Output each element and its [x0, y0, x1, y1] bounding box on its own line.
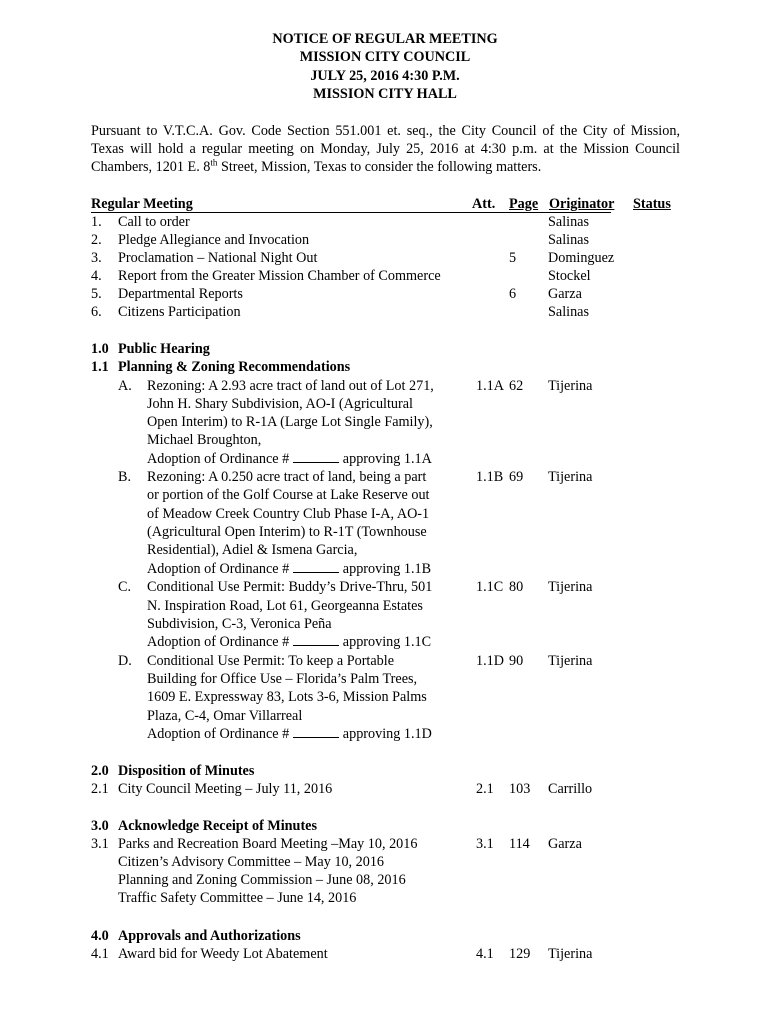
ordinance-blank: [293, 450, 339, 463]
item-originator: Salinas: [548, 304, 589, 320]
item-line: of Meadow Creek Country Club Phase I-A, AO-1: [147, 506, 430, 522]
item-originator: Carrillo: [548, 781, 593, 797]
item-originator: Tijerina: [548, 469, 593, 485]
item-number: 4.: [91, 268, 102, 284]
item-letter: A.: [118, 378, 132, 394]
section-title: Disposition of Minutes: [118, 763, 255, 779]
item-text: Pledge Allegiance and Invocation: [118, 232, 310, 248]
adoption-line: [147, 560, 431, 578]
item-att: 1.1B: [476, 469, 504, 485]
intro-text: Pursuant to V.T.C.A. Gov. Code Section 551.001 et. seq., the City Council of the City of Mission, Texas will hold a regular meeting on Monday, July 25, 2016 at 4:30 p.m. at the Mission Council Chambers, 1201 E. 8: [91, 123, 680, 176]
item-line: Planning and Zoning Commission – June 08, 2016: [118, 872, 406, 888]
adoption-line: [147, 633, 431, 651]
item-page: 6: [509, 286, 517, 302]
item-page: 90: [509, 653, 524, 669]
section-number: 3.0: [91, 818, 109, 834]
item-text: Award bid for Weedy Lot Abatement: [118, 946, 328, 962]
header-council: MISSION CITY COUNCIL: [299, 49, 471, 66]
item-line: Open Interim) to R-1A (Large Lot Single Family),: [147, 414, 433, 430]
header-title: NOTICE OF REGULAR MEETING: [272, 31, 498, 47]
item-number: 3.: [91, 250, 102, 266]
item-letter: C.: [118, 579, 132, 595]
adoption-suffix: approving 1.1A: [342, 451, 432, 467]
item-text: Citizens Participation: [118, 304, 241, 320]
item-number: 4.1: [91, 946, 109, 962]
subsection-title: Planning & Zoning Recommendations: [118, 359, 351, 375]
section-title: Public Hearing: [118, 341, 210, 357]
section-number: 2.0: [91, 763, 109, 779]
item-number: 5.: [91, 286, 102, 302]
item-originator: Garza: [548, 836, 582, 852]
adoption-prefix: Adoption of Ordinance #: [147, 561, 290, 577]
item-number: 3.1: [91, 836, 109, 852]
item-originator: Tijerina: [548, 579, 593, 595]
adoption-prefix: Adoption of Ordinance #: [147, 634, 290, 650]
adoption-prefix: Adoption of Ordinance #: [147, 451, 290, 467]
item-text: Departmental Reports: [118, 286, 243, 302]
item-line: Conditional Use Permit: To keep a Portable: [147, 653, 394, 669]
column-page: Page: [509, 196, 539, 212]
item-att: 1.1C: [476, 579, 504, 595]
intro-superscript: th: [210, 157, 218, 168]
item-line: Citizen’s Advisory Committee – May 10, 2016: [118, 854, 385, 870]
item-att: 4.1: [476, 946, 494, 962]
section-heading-regular: Regular Meeting: [91, 196, 193, 212]
item-line: Parks and Recreation Board Meeting –May 10, 2016: [118, 836, 418, 852]
intro-paragraph: [91, 122, 680, 177]
item-page: 62: [509, 378, 524, 394]
item-page: 80: [509, 579, 524, 595]
item-text: Call to order: [118, 214, 190, 230]
item-originator: Dominguez: [548, 250, 615, 266]
item-att: 2.1: [476, 781, 494, 797]
column-status: Status: [633, 196, 671, 212]
item-originator: Tijerina: [548, 378, 593, 394]
header-location: MISSION CITY HALL: [313, 85, 457, 102]
item-line: Subdivision, C-3, Veronica Peña: [147, 616, 332, 632]
item-originator: Tijerina: [548, 946, 593, 962]
item-letter: B.: [118, 469, 132, 485]
item-originator: Salinas: [548, 232, 589, 248]
section-number: 1.0: [91, 341, 109, 357]
section-title: Approvals and Authorizations: [118, 928, 301, 944]
item-number: 2.1: [91, 781, 109, 797]
item-line: (Agricultural Open Interim) to R-1T (Townhouse: [147, 524, 427, 540]
adoption-line: [147, 725, 432, 743]
item-page: 129: [509, 946, 531, 962]
ordinance-blank: [293, 633, 339, 646]
adoption-suffix: approving 1.1B: [342, 561, 432, 577]
section-number: 4.0: [91, 928, 109, 944]
item-text: City Council Meeting – July 11, 2016: [118, 781, 333, 797]
column-att: Att.: [472, 196, 496, 212]
item-att: 1.1D: [476, 653, 504, 669]
item-originator: Stockel: [548, 268, 591, 284]
item-line: Residential), Adiel & Ismena Garcia,: [147, 542, 358, 558]
item-line: Michael Broughton,: [147, 432, 262, 448]
item-line: Rezoning: A 2.93 acre tract of land out of Lot 271,: [147, 378, 434, 394]
column-originator: Originator: [549, 196, 615, 212]
item-page: 103: [509, 781, 531, 797]
item-originator: Tijerina: [548, 653, 593, 669]
item-originator: Garza: [548, 286, 582, 302]
item-line: N. Inspiration Road, Lot 61, Georgeanna Estates: [147, 598, 423, 614]
adoption-suffix: approving 1.1D: [342, 726, 432, 742]
subsection-number: 1.1: [91, 359, 109, 375]
notice-header: [0, 30, 770, 103]
item-att: 1.1A: [476, 378, 504, 394]
item-line: 1609 E. Expressway 83, Lots 3-6, Mission Palms: [147, 689, 427, 705]
item-line: Traffic Safety Committee – June 14, 2016: [118, 890, 357, 906]
section-title: Acknowledge Receipt of Minutes: [118, 818, 317, 834]
item-originator: Salinas: [548, 214, 589, 230]
item-page: 69: [509, 469, 524, 485]
item-line: Building for Office Use – Florida’s Palm Trees,: [147, 671, 418, 687]
item-number: 1.: [91, 214, 102, 230]
adoption-prefix: Adoption of Ordinance #: [147, 726, 290, 742]
adoption-line: [147, 450, 432, 468]
item-line: Conditional Use Permit: Buddy’s Drive-Thru, 501: [147, 579, 433, 595]
intro-text-end: Street, Mission, Texas to consider the following matters.: [217, 159, 542, 176]
item-page: 5: [509, 250, 517, 266]
item-line: Rezoning: A 0.250 acre tract of land, being a part: [147, 469, 427, 485]
item-number: 2.: [91, 232, 102, 248]
header-date: JULY 25, 2016 4:30 P.M.: [310, 67, 460, 84]
item-att: 3.1: [476, 836, 494, 852]
item-line: or portion of the Golf Course at Lake Reserve out: [147, 487, 430, 503]
item-page: 114: [509, 836, 530, 852]
item-text: Report from the Greater Mission Chamber of Commerce: [118, 268, 441, 284]
item-letter: D.: [118, 653, 132, 669]
item-line: Plaza, C-4, Omar Villarreal: [147, 708, 303, 724]
item-text: Proclamation – National Night Out: [118, 250, 318, 266]
ordinance-blank: [293, 560, 339, 573]
item-number: 6.: [91, 304, 102, 320]
ordinance-blank: [293, 725, 339, 738]
adoption-suffix: approving 1.1C: [342, 634, 432, 650]
item-line: John H. Shary Subdivision, AO-I (Agricultural: [147, 396, 413, 412]
